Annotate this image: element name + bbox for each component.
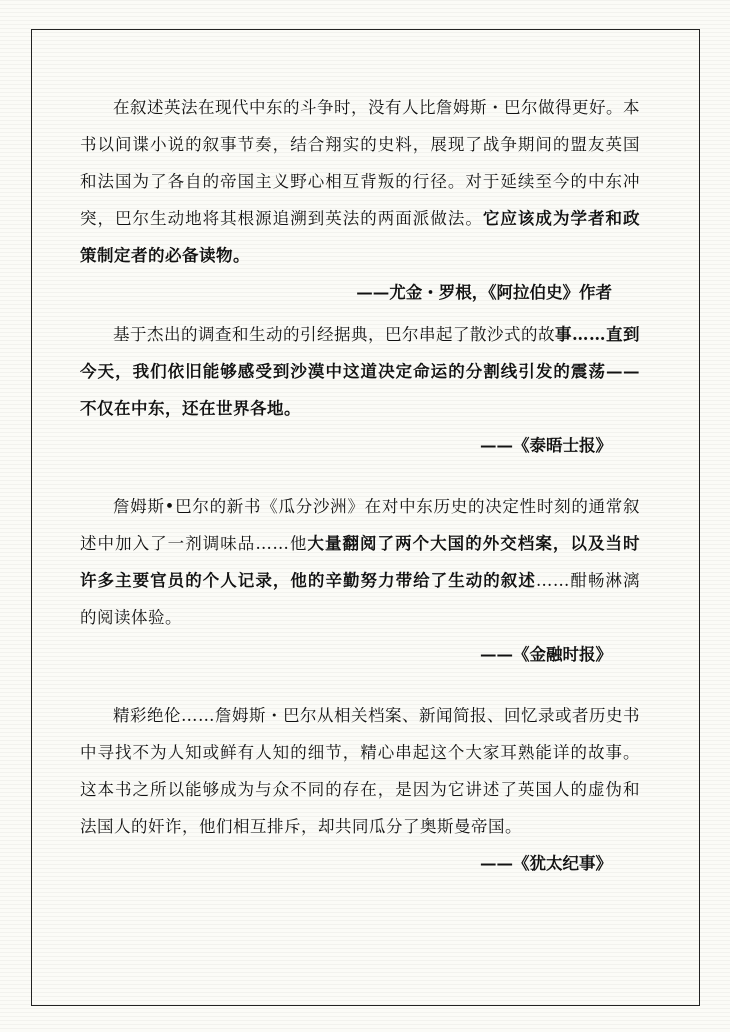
review-source: ——《泰晤士报》 bbox=[480, 436, 612, 455]
review-text-regular: 詹姆斯•巴尔的新书《瓜分沙洲》在对中东历史的决定性时刻的通常叙述中加入了一剂调味品……他 bbox=[80, 497, 640, 553]
review-jewish-chronicle bbox=[80, 697, 640, 882]
review-source: ——《金融时报》 bbox=[480, 645, 612, 664]
review-text bbox=[80, 89, 640, 274]
review-text-bold: 大量翻阅了两个大国的外交档案，以及当时许多主要官员的个人记录，他的辛勤努力带给了生动的叙述 bbox=[80, 534, 641, 590]
review-text bbox=[80, 697, 640, 845]
review-text-regular: 精彩绝伦……詹姆斯・巴尔从相关档案、新闻简报、回忆录或者历史书中寻找不为人知或鲜有人知的细节，精心串起这个大家耳熟能详的故事。这本书之所以能够成为与众不同的存在，是因为它讲述了英国人的虚伪和法国人的奸诈，他们相互排斥，却共同瓜分了奥斯曼帝国。 bbox=[80, 706, 640, 836]
review-source: ——尤金・罗根，《阿拉伯史》作者 bbox=[356, 283, 612, 302]
review-text-regular: 在叙述英法在现代中东的斗争时，没有人比詹姆斯・巴尔做得更好。本书以间谍小说的叙事节奏，结合翔实的史料，展现了战争期间的盟友英国和法国为了各自的帝国主义野心相互背叛的行径。对于延续至今的中东冲突，巴尔生动地将其根源追溯到英法的两面派做法。 bbox=[80, 98, 640, 228]
review-text bbox=[80, 316, 640, 427]
review-text-bold: 事……直到今天，我们依旧能够感受到沙漠中这道决定命运的分割线引发的震荡——不仅在中东，还在世界各地。 bbox=[80, 325, 640, 418]
review-text-regular: ……酣畅淋漓的阅读体验。 bbox=[80, 571, 641, 627]
review-text-bold: 它应该成为学者和政策制定者的必备读物。 bbox=[80, 209, 641, 265]
review-financial-times bbox=[80, 488, 640, 697]
review-rogan bbox=[80, 89, 640, 316]
reviews-container bbox=[80, 89, 640, 882]
review-text-regular: 基于杰出的调查和生动的引经据典，巴尔串起了散沙式的故 bbox=[113, 325, 555, 344]
review-text bbox=[80, 488, 640, 636]
review-times bbox=[80, 316, 640, 488]
review-source: ——《犹太纪事》 bbox=[480, 854, 612, 873]
